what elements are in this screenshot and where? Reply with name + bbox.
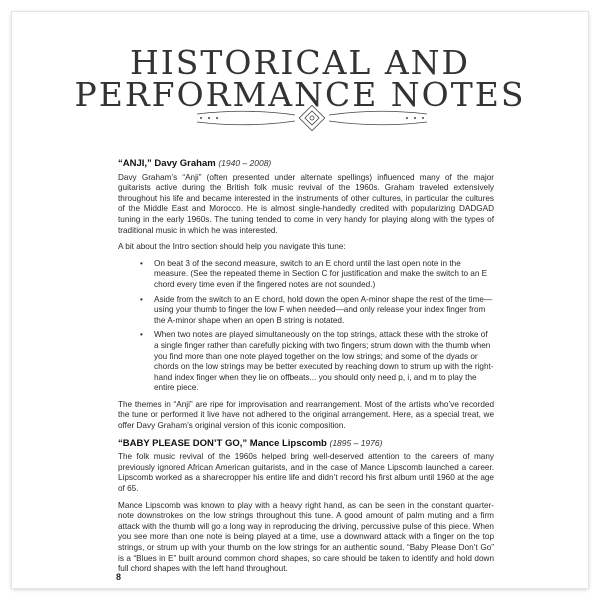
heading-dates: (1940 – 2008) — [218, 158, 272, 168]
list-item-text: On beat 3 of the second measure, switch to an E chord until the last open note in the measure. (See the repeated theme in Section C for justification and make the switch to an E chord every time even if the fingered notes are not sounded.) — [154, 258, 488, 289]
page-number: 8 — [116, 572, 122, 582]
list-item — [140, 295, 494, 327]
anji-tips-list — [118, 259, 494, 394]
list-item — [140, 330, 494, 394]
section-heading-baby-please-dont-go — [118, 438, 494, 450]
book-page — [12, 12, 588, 588]
page-title-line-1: HISTORICAL AND — [129, 43, 471, 82]
page-title-line-2: PERFORMANCE NOTES — [74, 75, 526, 114]
heading-title: “ANJI,” Davy Graham — [118, 158, 216, 169]
baby-paragraph-2: Mance Lipscomb was known to play with a heavy right hand, as can be seen in the constant quarter-note downstrokes on the low strings throughout this tune. A good amount of palm muting and a firm attack with the thumb will go a long way in reproducing the driving, percussive pulse of this piece. When you see more than one note is being played at a time, use a downward attack with a finger on the top strings, or strum up with your thumb on the low strings for an authentic sound. “Baby Please Don’t Go” is a “Blues in E” built around common chord shapes, so care should be taken to identify and hold down full chord shapes with the left hand throughout. — [118, 500, 494, 574]
list-item-text: Aside from the switch to an E chord, hold down the open A-minor shape the rest of the time—using your thumb to finger the low F when needed—and only release your index finger from the A-minor shape when an open B string is notated. — [154, 294, 493, 325]
bullet-icon: • — [140, 258, 143, 268]
bullet-icon: • — [140, 330, 143, 340]
notes-body — [118, 152, 494, 581]
heading-dates: (1895 – 1976) — [329, 437, 383, 448]
section-heading-anji — [118, 158, 494, 170]
bullet-icon: • — [140, 294, 143, 304]
anji-paragraph-1: Davy Graham’s “Anji” (often presented under alternate spellings) influenced many of the major guitarists active during the British folk music revival of the 1960s. Graham traveled extensively throughout his life and became interested in the instruments of other cultures, in particular the cultures of the Middle East and Morocco. He is almost single-handedly credited with popularizing DADGAD tuning in the early 1960s. The tuning tended to come in very handy for playing along with the types of traditional music in which he was interested. — [118, 172, 494, 235]
baby-paragraph-1: The folk music revival of the 1960s helped bring well-deserved attention to the careers of many previously ignored African American guitarists, and in the case of Mance Lipscomb launched a career. Lipscomb worked as a sharecropper his entire life and didn’t record his first album until 1960 at the age of 65. — [118, 452, 494, 494]
anji-paragraph-2: The themes in “Anji” are ripe for improvisation and rearrangement. Most of the artists who’ve recorded the tune or performed it live have not adhered to the original arrangement. Here, as a special treat, we offer Davy Graham’s original version of this iconic composition. — [118, 399, 494, 431]
anji-intro-text: A bit about the Intro section should help you navigate this tune: — [118, 242, 346, 252]
list-item-text: When two notes are played simultaneously on the top strings, attack these with the stroke of a single finger rather than carefully picking with two fingers; strum down with the thumb when you find more than one note played together on the low strings; and some of the dyads or chords on the low strings may be better executed by reaching down to strum up with the right-hand index finger when they lie on offbeats... you should only need p, i, and m to play the entire piece. — [154, 330, 494, 393]
list-item — [140, 259, 494, 291]
decorative-divider-icon — [177, 104, 447, 132]
heading-title: “BABY PLEASE DON’T GO,” Mance Lipscomb — [118, 437, 327, 449]
